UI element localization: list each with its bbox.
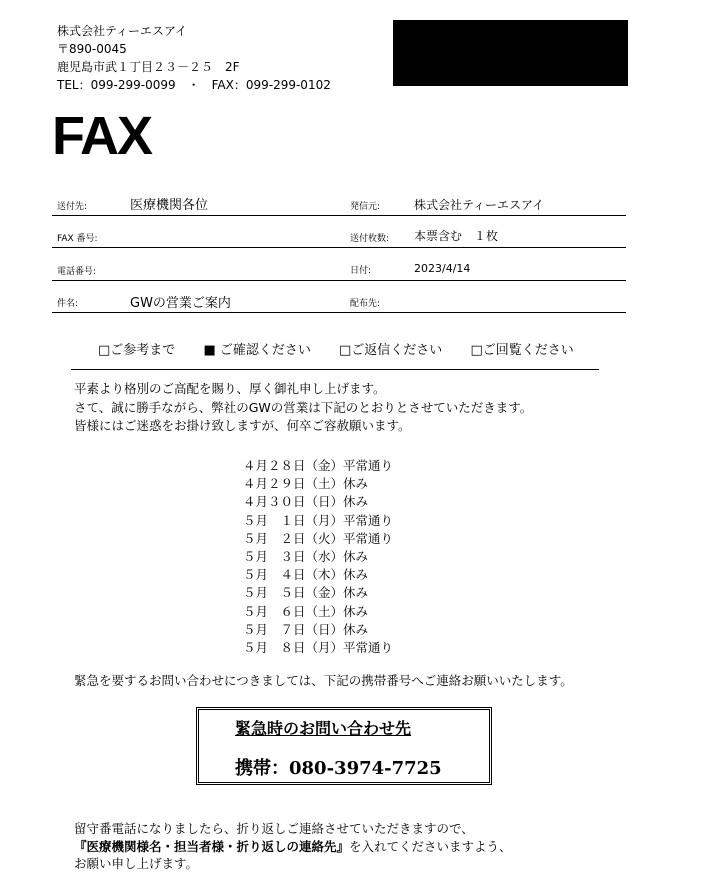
fax-number-label: FAX 番号:: [57, 234, 98, 244]
checkbox-reference[interactable]: □ご参考まで: [98, 343, 176, 358]
footer-note: [74, 820, 512, 873]
schedule-item: ５月 ５日（金）休み: [243, 585, 369, 601]
schedule-item: ５月 ７日（日）休み: [243, 621, 369, 637]
header-divider: [52, 280, 626, 281]
subject-label: 件名:: [57, 299, 79, 309]
to-value: 医療機関各位: [130, 198, 209, 213]
redacted-area: [393, 20, 628, 86]
sender-address-block: [57, 22, 331, 94]
footer-text: を入れてくださいますよう、: [349, 838, 512, 854]
checkbox-confirm[interactable]: ■ ご確認ください: [203, 343, 311, 358]
sender-postal: 〒890-0045: [57, 42, 127, 56]
subject-value: GWの営業ご案内: [130, 296, 231, 311]
emergency-contact-box: [196, 707, 492, 785]
schedule-item: ４月２８日（金）平常通り: [243, 458, 394, 473]
pages-label: 送付枚数:: [350, 234, 390, 244]
to-label: 送付先:: [57, 202, 88, 212]
sender-company: 株式会社ティーエスアイ: [57, 24, 187, 38]
fax-title: FAX: [52, 106, 152, 166]
date-value: 2023/4/14: [414, 262, 471, 275]
schedule-item: ５月 １日（月）平常通り: [243, 512, 394, 528]
footer-line: [74, 838, 512, 856]
checkbox-reply[interactable]: □ご返信ください: [339, 343, 443, 358]
footer-line: 留守番電話になりましたら、折り返しご連絡させていただきますので、: [74, 821, 474, 836]
contact-phone: 携帯：080-3974-7725: [235, 758, 442, 779]
footer-line: お願い申し上げます。: [74, 856, 199, 871]
intro-line: 平素より格別のご高配を賜り、厚く御礼申し上げます。: [74, 381, 386, 396]
from-label: 発信元:: [350, 202, 381, 212]
schedule-item: ５月 ４日（木）休み: [243, 567, 369, 583]
gw-schedule-list: [243, 457, 393, 657]
phone-label: 電話番号:: [57, 267, 97, 277]
schedule-item: ５月 ６日（土）休み: [243, 603, 369, 619]
checkbox-circulate[interactable]: □ご回覧ください: [470, 343, 574, 358]
date-label: 日付:: [350, 266, 372, 276]
header-divider: [52, 312, 626, 313]
intro-line: さて、誠に勝手ながら、弊社のGWの営業は下記のとおりとさせていただきます。: [74, 399, 533, 415]
contact-title: 緊急時のお問い合わせ先: [235, 719, 412, 738]
schedule-item: ５月 ２日（火）平常通り: [243, 530, 394, 546]
sender-address: 鹿児島市武１丁目２３－２５ 2F: [57, 60, 240, 74]
footer-bold-text: 『医療機関様名・担当者様・折り返しの連絡先』: [74, 838, 350, 854]
schedule-item: ５月 ８日（月）平常通り: [243, 640, 394, 656]
schedule-item: ４月３０日（日）休み: [243, 494, 369, 510]
from-value: 株式会社ティーエスアイ: [414, 198, 544, 212]
cc-label: 配布先:: [350, 299, 381, 309]
emergency-note: 緊急を要するお問い合わせにつきましては、下記の携帯番号へご連絡お願いいたします。: [74, 673, 573, 688]
pages-value: 本票含む １枚: [414, 229, 499, 243]
checkbox-divider: [71, 369, 599, 370]
checkbox-row: [98, 339, 574, 358]
intro-line: 皆様にはご迷惑をお掛け致しますが、何卒ご容赦願います。: [74, 418, 411, 433]
sender-tel-fax: TEL：099-299-0099 ・ FAX：099-299-0102: [57, 78, 331, 92]
schedule-item: ５月 ３日（水）休み: [243, 549, 369, 565]
header-divider: [52, 247, 626, 248]
header-divider: [52, 215, 626, 216]
intro-paragraph: [74, 380, 532, 436]
schedule-item: ４月２９日（土）休み: [243, 476, 369, 492]
